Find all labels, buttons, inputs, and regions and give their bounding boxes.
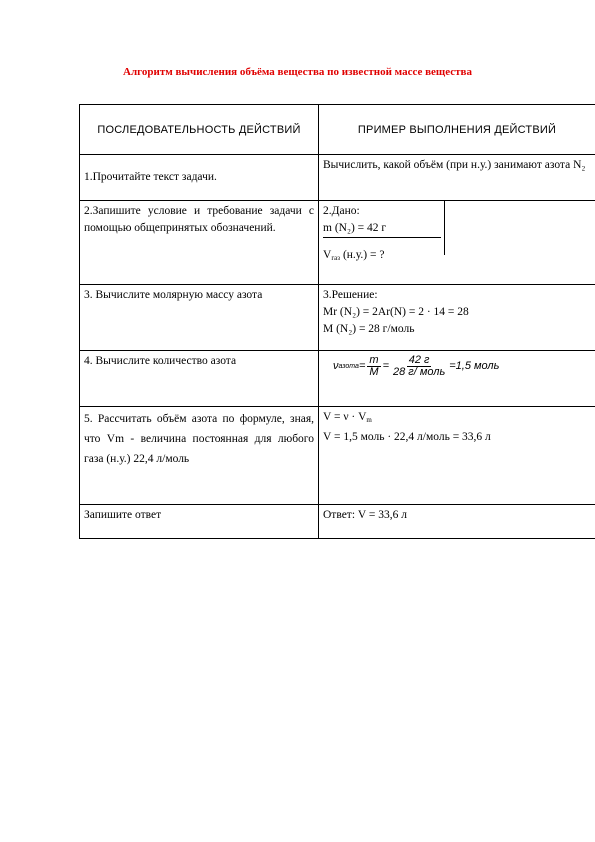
- page-title: Алгоритм вычисления объёма вещества по известной массе вещества: [123, 66, 472, 78]
- given-volume: [323, 247, 591, 267]
- table-row: [80, 201, 595, 285]
- given-volume-rest: (н.у.) = ?: [340, 249, 385, 261]
- example-3-cell: [319, 285, 595, 351]
- fraction-2-denominator: 28 г/ моль: [393, 366, 446, 378]
- given-divider-vertical: [444, 201, 445, 255]
- header-right: ПРИМЕР ВЫПОЛНЕНИЯ ДЕЙСТВИЙ: [319, 105, 595, 155]
- step-6-cell: [80, 505, 319, 539]
- relative-mass-line: Mr (N₂) = 2Ar(N) = 2 · 14 = 28: [323, 306, 469, 318]
- fraction-2-numerator: 42 г: [408, 354, 430, 366]
- step-4-text: 4. Вычислите количество азота: [84, 355, 237, 367]
- volume-formula: V = ν · V: [323, 411, 367, 423]
- molar-mass-line: M (N₂) = 28 г/моль: [323, 323, 415, 335]
- step-2-text: 2.Запишите условие и требование задачи с помощью общепринятых обозначений.: [84, 205, 314, 234]
- table-row: [80, 155, 595, 201]
- step-4-cell: [80, 351, 319, 407]
- fraction-1-denominator: M: [369, 366, 379, 378]
- fraction-numeric: [391, 355, 447, 378]
- given-divider-horizontal: [323, 237, 441, 238]
- given-mass: m (N₂) = 42 г: [323, 222, 387, 234]
- solution-heading: 3.Решение:: [323, 289, 378, 301]
- example-5-cell: [319, 407, 595, 505]
- step-1-cell: [80, 155, 319, 201]
- table-row: [80, 407, 595, 505]
- step-3-cell: [80, 285, 319, 351]
- table-header-row: [80, 105, 595, 155]
- formula-result: =1,5 моль: [449, 360, 500, 372]
- eq-sign-1: =: [358, 360, 366, 372]
- fraction-1-numerator: m: [369, 354, 379, 366]
- step-3-text: 3. Вычислите молярную массу азота: [84, 289, 263, 301]
- amount-formula: [333, 355, 591, 378]
- answer-text: Ответ: V = 33,6 л: [323, 509, 407, 521]
- volume-calculation-line: V = 1,5 моль · 22,4 л/моль = 33,6 л: [323, 431, 491, 443]
- fraction-m-over-M: [367, 355, 380, 378]
- example-1-text: Вычислить, какой объём (при н.у.) занимают азота N₂: [323, 159, 586, 171]
- example-1-cell: [319, 155, 595, 201]
- example-6-cell: [319, 505, 595, 539]
- algorithm-table: [79, 104, 595, 539]
- given-volume-symbol: V: [323, 249, 332, 261]
- table-row: [80, 351, 595, 407]
- given-block: [323, 203, 591, 267]
- step-1-text: 1.Прочитайте текст задачи.: [84, 171, 217, 183]
- step-6-text: Запишите ответ: [84, 509, 162, 521]
- nu-subscript: азота: [338, 363, 359, 370]
- table-row: [80, 285, 595, 351]
- volume-formula-line: [323, 409, 591, 429]
- step-2-cell: [80, 201, 319, 285]
- example-2-cell: [319, 201, 595, 285]
- volume-formula-sub: m: [366, 416, 372, 424]
- given-heading: 2.Дано:: [323, 205, 360, 217]
- table-row: [80, 505, 595, 539]
- header-left: ПОСЛЕДОВАТЕЛЬНОСТЬ ДЕЙСТВИЙ: [80, 105, 319, 155]
- step-5-text: 5. Рассчитать объём азота по формуле, зная, что Vm - величина постоянная для любого газа (н.у.) 22,4 л/моль: [84, 413, 314, 465]
- given-volume-sub: газ: [331, 254, 341, 262]
- nu-symbol: ν: [333, 360, 339, 372]
- eq-sign-2: =: [382, 360, 389, 372]
- step-5-cell: [80, 407, 319, 505]
- example-4-cell: [319, 351, 595, 407]
